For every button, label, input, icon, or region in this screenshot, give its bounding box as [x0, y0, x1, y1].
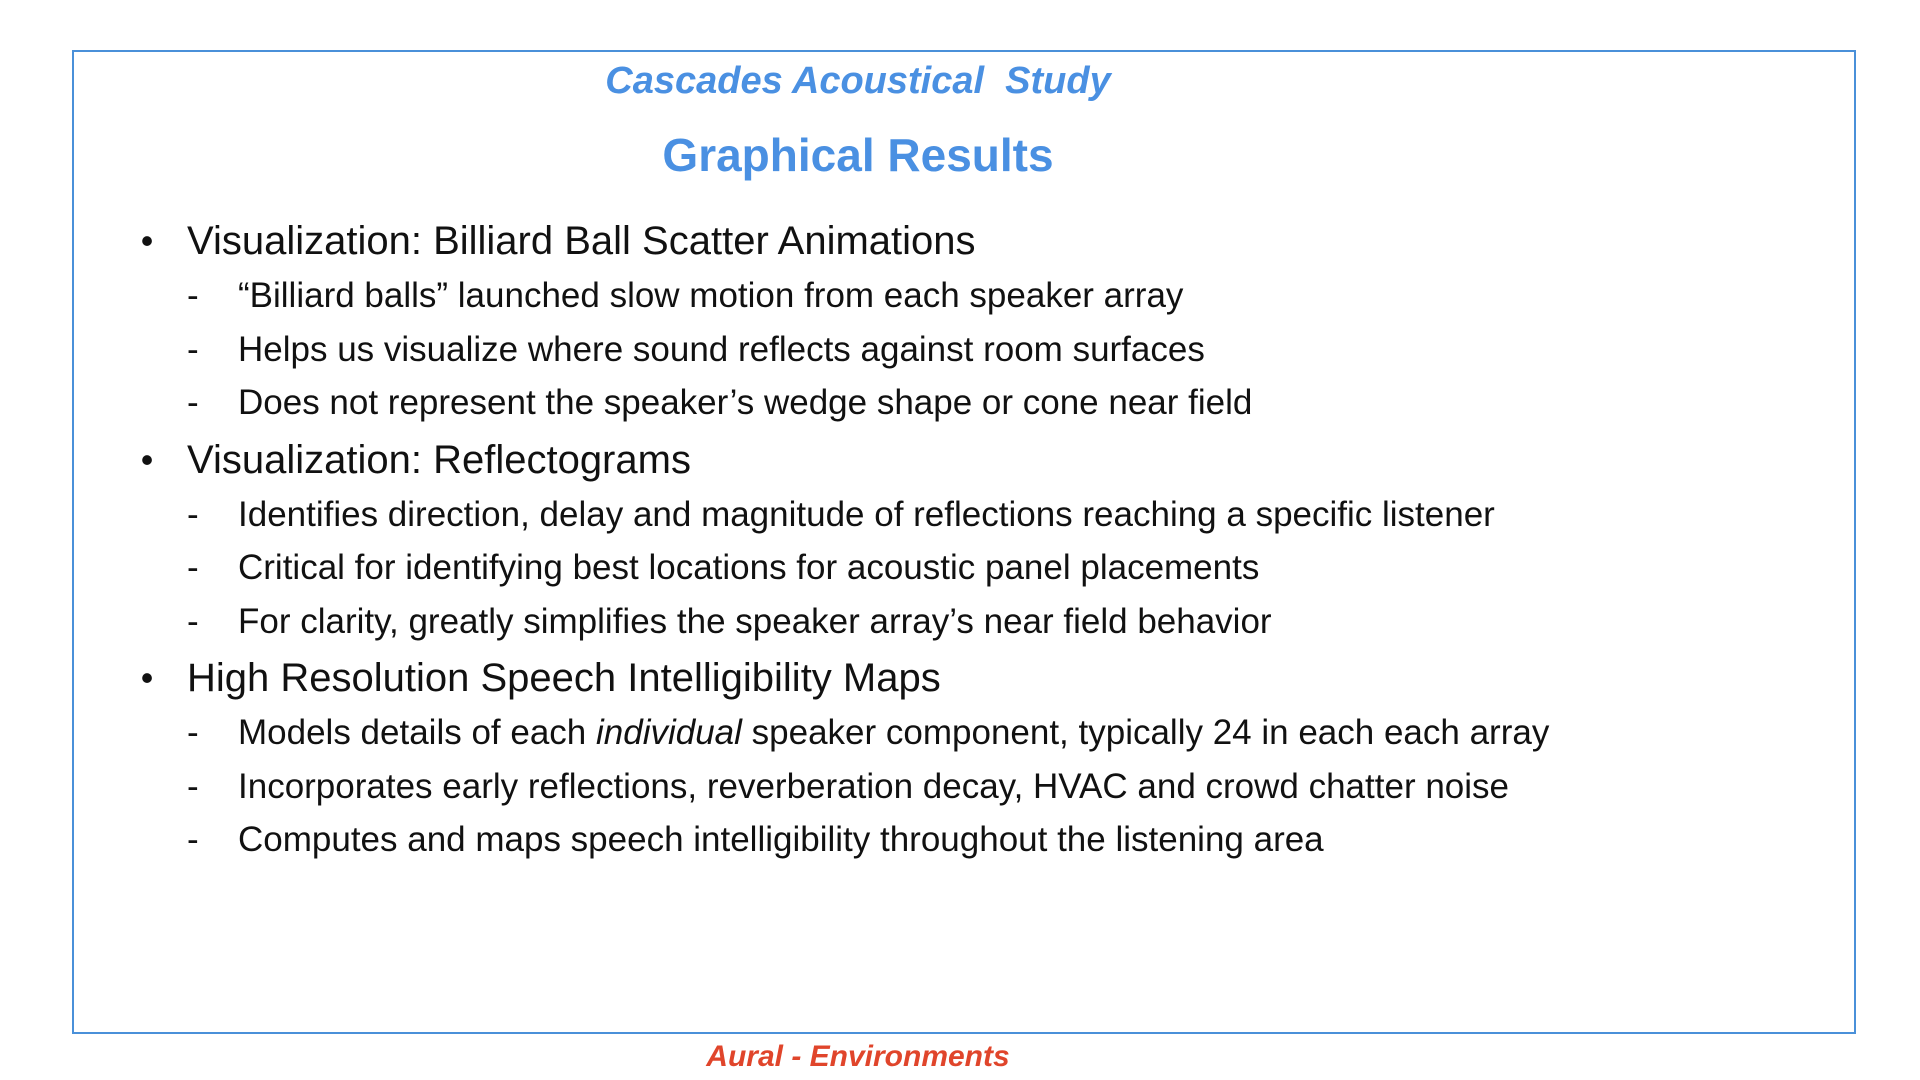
sub-bullet-text: “Billiard balls” launched slow motion from each speaker array: [238, 276, 1184, 315]
sub-bullet-text: [238, 706, 1549, 760]
sub-bullet-list: [132, 706, 1832, 869]
sub-bullet-text: Incorporates early reflections, reverberation decay, HVAC and crowd chatter noise: [238, 766, 1509, 806]
bullet-dot-icon: •: [140, 438, 154, 480]
sub-bullet-item: [132, 541, 1832, 595]
sub-bullet-item: [132, 595, 1832, 649]
bullet-dot-icon: •: [140, 220, 154, 261]
sub-bullet-text-after: speaker component, typically 24 in each each array: [741, 713, 1550, 752]
bullet-text: Visualization: Reflectograms: [187, 437, 691, 482]
sub-bullet-text: Critical for identifying best locations for acoustic panel placements: [238, 548, 1260, 587]
dash-icon: -: [187, 766, 199, 806]
bullet-item: [132, 650, 1832, 869]
slide-subtitle: Cascades Acoustical Study: [605, 60, 1111, 102]
sub-bullet-item: [132, 488, 1832, 542]
dash-icon: -: [187, 601, 199, 641]
dash-icon: -: [187, 276, 199, 315]
bullet-text: High Resolution Speech Intelligibility Maps: [187, 656, 941, 700]
sub-bullet-item: [132, 706, 1832, 760]
bullet-dot-icon: •: [140, 657, 154, 698]
slide-title: Graphical Results: [662, 129, 1054, 181]
sub-bullet-list: [132, 488, 1832, 651]
bullet-list: [132, 213, 1832, 869]
sub-bullet-item: [132, 323, 1832, 377]
dash-icon: -: [187, 820, 199, 859]
bullet-item: [132, 432, 1832, 651]
sub-bullet-item: [132, 376, 1832, 430]
sub-bullet-text: For clarity, greatly simplifies the speaker array’s near field behavior: [238, 601, 1272, 641]
bullet-item: [132, 213, 1832, 432]
sub-bullet-list: [132, 269, 1832, 432]
sub-bullet-item: [132, 760, 1832, 814]
footer-brand: Aural - Environments: [706, 1040, 1010, 1073]
dash-icon: -: [187, 494, 199, 534]
dash-icon: -: [187, 383, 199, 422]
sub-bullet-text: Identifies direction, delay and magnitude of reflections reaching a specific listener: [238, 494, 1495, 534]
sub-bullet-text: Helps us visualize where sound reflects against room surfaces: [238, 329, 1205, 369]
dash-icon: -: [187, 329, 199, 369]
sub-bullet-text-before: Models details of each: [238, 713, 596, 752]
sub-bullet-item: [132, 813, 1832, 867]
sub-bullet-item: [132, 269, 1832, 323]
sub-bullet-text: Does not represent the speaker’s wedge shape or cone near field: [238, 383, 1253, 422]
sub-bullet-text: Computes and maps speech intelligibility throughout the listening area: [238, 820, 1324, 859]
emphasis-text: individual: [595, 713, 742, 752]
dash-icon: -: [187, 548, 199, 587]
bullet-text: Visualization: Billiard Ball Scatter Animations: [187, 219, 976, 263]
dash-icon: -: [187, 713, 199, 752]
